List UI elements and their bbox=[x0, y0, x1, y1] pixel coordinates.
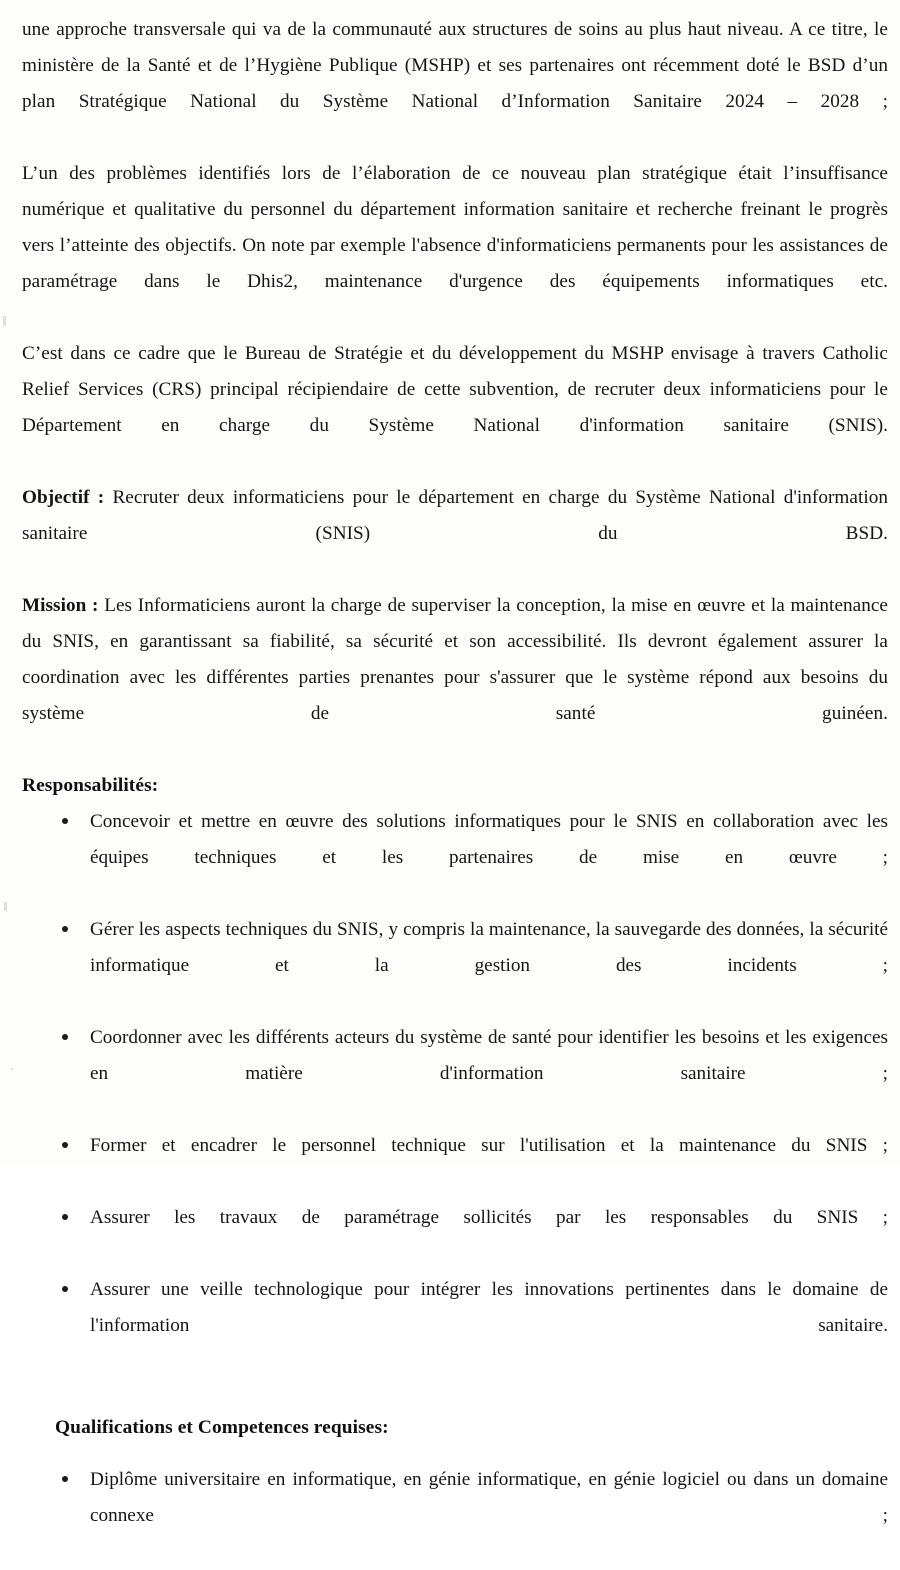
list-item-label: Diplôme universitaire en informatique, en génie informatique, en génie logiciel ou dans un domaine connexe ; bbox=[90, 1469, 888, 1526]
list-item-label: Assurer une veille technologique pour intégrer les innovations pertinentes dans le domaine de l'information sanitaire. bbox=[90, 1279, 888, 1336]
paragraph-context-crs: C’est dans ce cadre que le Bureau de Stratégie et du développement du MSHP envisage à travers Catholic Relief Services (CRS) principal récipiendaire de cette subvention, de recruter deux informaticiens pour le Département en charge du Système National d'information sanitaire (SNIS). bbox=[22, 343, 888, 436]
bullet-icon bbox=[62, 1286, 68, 1292]
list-item-label: Concevoir et mettre en œuvre des solutions informatiques pour le SNIS en collaboration avec les équipes techniques et les partenaires de mise en œuvre ; bbox=[90, 811, 888, 868]
list-item bbox=[90, 1272, 888, 1380]
scan-artifact-speck bbox=[4, 902, 7, 911]
objectif-label: Objectif : bbox=[22, 487, 105, 508]
list-item bbox=[90, 1128, 888, 1200]
list-responsabilites bbox=[22, 804, 888, 1380]
list-item bbox=[90, 1020, 888, 1128]
heading-gap bbox=[22, 1446, 888, 1462]
list-item bbox=[90, 1200, 888, 1272]
list-item-label: Assurer les travaux de paramétrage sollicités par les responsables du SNIS ; bbox=[90, 1207, 888, 1228]
list-item bbox=[90, 912, 888, 1020]
document-text-body bbox=[22, 0, 888, 1570]
bullet-icon bbox=[62, 1214, 68, 1220]
paragraph-objectif bbox=[22, 480, 888, 588]
mission-text: Les Informaticiens auront la charge de superviser la conception, la mise en œuvre et la maintenance du SNIS, en garantissant sa fiabilité, sa sécurité et son accessibilité. Ils devront également assurer la coordination avec les différentes parties prenantes pour s'assurer que le système répond aux besoins du système de santé guinéen. bbox=[22, 595, 888, 724]
list-item-label: Former et encadrer le personnel technique sur l'utilisation et la maintenance du SNIS ; bbox=[90, 1135, 888, 1156]
heading-responsabilites: Responsabilités: bbox=[22, 775, 159, 796]
list-item-label: Gérer les aspects techniques du SNIS, y compris la maintenance, la sauvegarde des données, la sécurité informatique et la gestion des incidents ; bbox=[90, 919, 888, 976]
bullet-icon bbox=[62, 1034, 68, 1040]
heading-qualifications: Qualifications et Competences requises: bbox=[55, 1417, 389, 1438]
bullet-icon bbox=[62, 1142, 68, 1148]
mission-label: Mission : bbox=[22, 595, 99, 616]
paragraph-mission bbox=[22, 588, 888, 768]
bullet-icon bbox=[62, 1476, 68, 1482]
list-item-label: Coordonner avec les différents acteurs du système de santé pour identifier les besoins et les exigences en matière d'information sanitaire ; bbox=[90, 1027, 888, 1084]
scan-artifact-speck bbox=[11, 1068, 13, 1070]
paragraph-problem-statement: L’un des problèmes identifiés lors de l’élaboration de ce nouveau plan stratégique était l’insuffisance numérique et qualitative du personnel du département information sanitaire et recherche freinant le progrès vers l’atteinte des objectifs. On note par exemple l'absence d'informaticiens permanents pour les assistances de paramétrage dans le Dhis2, maintenance d'urgence des équipements informatiques etc. bbox=[22, 163, 888, 292]
list-qualifications bbox=[22, 1462, 888, 1570]
bullet-icon bbox=[62, 926, 68, 932]
bullet-icon bbox=[62, 818, 68, 824]
paragraph-intro-continuation: une approche transversale qui va de la communauté aux structures de soins au plus haut niveau. A ce titre, le ministère de la Santé et de l’Hygiène Publique (MSHP) et ses partenaires ont récemment doté le BSD d’un plan Stratégique National du Système National d’Information Sanitaire 2024 – 2028 ; bbox=[22, 19, 888, 112]
top-spacer bbox=[22, 0, 888, 12]
objectif-text: Recruter deux informaticiens pour le département en charge du Système National d'information sanitaire (SNIS) du BSD. bbox=[22, 487, 888, 544]
scan-artifact-speck bbox=[3, 316, 6, 326]
list-item bbox=[90, 804, 888, 912]
section-gap bbox=[22, 1380, 888, 1410]
list-item bbox=[90, 1462, 888, 1570]
